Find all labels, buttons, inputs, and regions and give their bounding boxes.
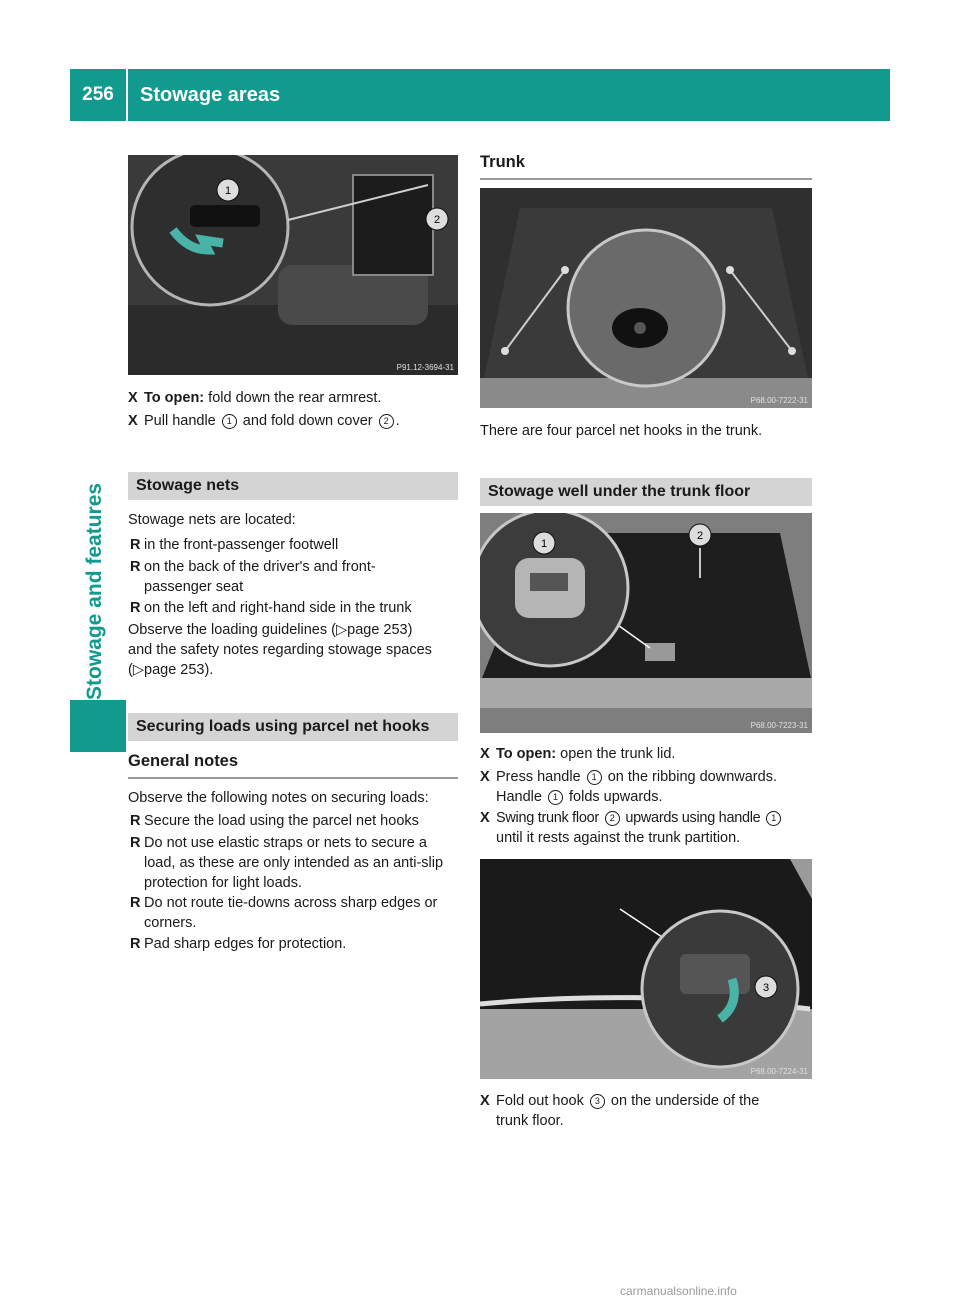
bullet-icon: R <box>130 813 141 829</box>
subheading-general-notes: General notes <box>128 751 458 779</box>
bullet-text: on the left and right-hand side in the trunk <box>144 600 412 616</box>
bullet-item <box>128 893 460 933</box>
photo-code: P68.00-7222-31 <box>750 396 808 405</box>
step-press-handle <box>480 767 812 807</box>
step-text: and fold down cover <box>238 413 377 429</box>
photo-trunk-hooks <box>480 188 812 408</box>
side-tab-block <box>70 700 126 752</box>
step-label: To open: <box>144 390 205 406</box>
loading-guidelines-note: Observe the loading guidelines (▷page 253) and the safety notes regarding stowage spaces (▷page 253). <box>128 622 432 678</box>
bullet-icon: R <box>130 936 141 952</box>
arrow-icon: X <box>480 769 490 785</box>
step-fold-out-hook <box>480 1091 812 1131</box>
ref-number: 3 <box>590 1094 605 1109</box>
bullet-item <box>128 833 460 893</box>
arrow-icon: X <box>480 746 490 762</box>
bullet-item <box>128 811 458 831</box>
bullet-icon: R <box>130 537 141 553</box>
bullet-icon: R <box>130 835 141 851</box>
bullet-item <box>128 598 458 618</box>
note-text: and the safety notes regarding stowage spaces <box>128 642 432 658</box>
step-label: To open: <box>496 746 557 762</box>
photo-rear-armrest <box>128 155 458 375</box>
step-text: Swing trunk floor <box>496 810 603 826</box>
arrow-icon: X <box>128 390 138 406</box>
svg-text:2: 2 <box>433 214 441 226</box>
heading-stowage-well: Stowage well under the trunk floor <box>480 478 812 506</box>
note-text: Observe the loading guidelines ( <box>128 622 336 638</box>
heading-trunk: Trunk <box>480 153 812 180</box>
page-number: 256 <box>82 84 114 105</box>
parcel-hooks-intro: Observe the following notes on securing loads: <box>128 790 429 806</box>
heading-stowage-nets: Stowage nets <box>128 472 458 500</box>
step-open-trunk <box>480 744 812 764</box>
step-text: until it rests against the trunk partition. <box>496 830 741 846</box>
step-pull-handle <box>128 411 458 431</box>
step-text: fold down the rear armrest. <box>204 390 382 406</box>
arrow-icon: X <box>128 413 138 429</box>
arrow-icon: X <box>480 810 490 826</box>
step-text: folds upwards. <box>564 789 663 805</box>
bullet-text: Do not route tie-downs across sharp edges or corners. <box>144 895 438 931</box>
svg-text:2: 2 <box>696 530 704 542</box>
section-title: Stowage areas <box>140 83 281 106</box>
step-text: open the trunk lid. <box>556 746 676 762</box>
bullet-item <box>128 535 458 555</box>
step-text: upwards using handle <box>621 810 765 826</box>
ref-number: 1 <box>587 770 602 785</box>
bullet-icon: R <box>130 895 141 911</box>
svg-text:1: 1 <box>224 185 232 197</box>
ref-number: 1 <box>766 811 781 826</box>
step-text: on the ribbing downwards. <box>603 769 777 785</box>
photo-trunk-floor <box>480 513 812 733</box>
step-open-armrest <box>128 388 458 408</box>
photo-code: P91.12-3694-31 <box>396 363 454 372</box>
ref-number: 1 <box>548 790 563 805</box>
bullet-text: Do not use elastic straps or nets to secure a load, as these are only intended as an anti-slip protection for light loads. <box>144 835 444 891</box>
heading-parcel-net-hooks: Securing loads using parcel net hooks <box>128 713 458 741</box>
page-ref-link[interactable]: page 253). <box>144 662 214 678</box>
ref-number: 1 <box>222 414 237 429</box>
watermark: carmanualsonline.info <box>620 1284 737 1298</box>
svg-text:1: 1 <box>540 538 548 550</box>
step-text: Fold out hook <box>496 1093 588 1109</box>
stowage-nets-intro: Stowage nets are located: <box>128 512 296 528</box>
bullet-icon: R <box>130 600 141 616</box>
page-ref-icon: ▷ <box>335 622 348 638</box>
page-ref-link[interactable]: page 253) <box>347 622 413 638</box>
step-text: on the underside of the <box>606 1093 760 1109</box>
step-text: Handle <box>496 789 546 805</box>
photo-code: P68.00-7223-31 <box>750 721 808 730</box>
bullet-item <box>128 934 458 954</box>
step-swing-floor <box>480 808 812 848</box>
arrow-icon: X <box>480 1093 490 1109</box>
bullet-text: in the front-passenger footwell <box>144 537 339 553</box>
bullet-text: Secure the load using the parcel net hooks <box>144 813 419 829</box>
bullet-item <box>128 557 424 597</box>
step-text: . <box>395 413 400 429</box>
header-divider <box>126 69 128 121</box>
photo-trunk-hook-underside <box>480 859 812 1079</box>
bullet-text: on the back of the driver's and front-passenger seat <box>144 559 376 595</box>
step-text: Press handle <box>496 769 585 785</box>
ref-number: 2 <box>379 414 394 429</box>
svg-text:3: 3 <box>762 982 770 994</box>
step-text: Pull handle <box>144 413 220 429</box>
step-text: trunk floor. <box>496 1113 564 1129</box>
page-ref-icon: ▷ <box>132 662 144 678</box>
bullet-text: Pad sharp edges for protection. <box>144 936 347 952</box>
ref-number: 2 <box>605 811 620 826</box>
bullet-icon: R <box>130 559 141 575</box>
photo-code: P68.00-7224-31 <box>750 1067 808 1076</box>
trunk-hooks-text: There are four parcel net hooks in the trunk. <box>480 423 763 439</box>
side-tab-label: Stowage and features <box>83 482 106 700</box>
